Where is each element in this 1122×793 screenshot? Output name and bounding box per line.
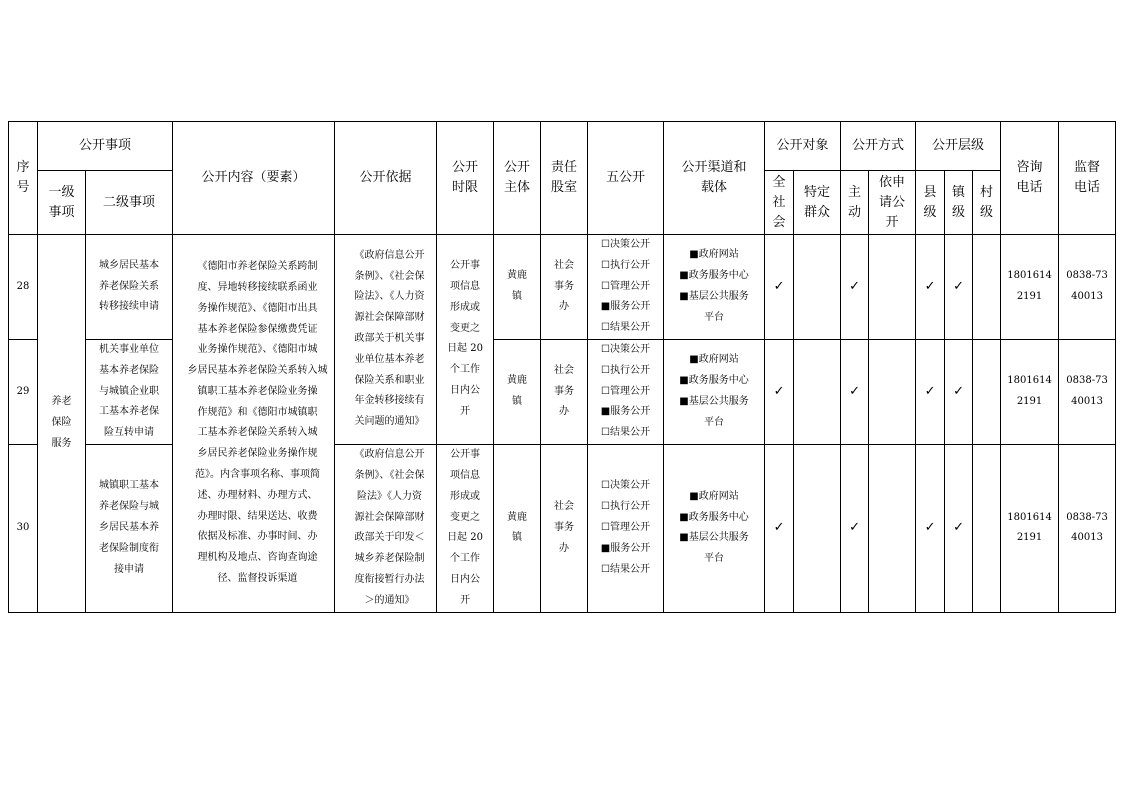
- row-method-active: ✓: [841, 444, 869, 612]
- header-office: 责任 股室: [541, 122, 588, 235]
- header-content: 公开内容（要素）: [173, 122, 335, 235]
- header-items: 公开事项: [38, 122, 173, 171]
- row-seq: 30: [9, 444, 38, 612]
- row-level2: 机关事业单位 基本养老保险 与城镇企业职 工基本养老保 险互转申请: [86, 339, 173, 444]
- row-county: ✓: [916, 444, 945, 612]
- row-consult: 1801614 2191: [1001, 339, 1059, 444]
- row-seq: 29: [9, 339, 38, 444]
- row-supervise: 0838-73 40013: [1059, 339, 1116, 444]
- row-county: ✓: [916, 235, 945, 340]
- header-level1: 一级 事项: [38, 171, 86, 235]
- row-method-active: ✓: [841, 235, 869, 340]
- header-consult: 咨询 电话: [1001, 122, 1059, 235]
- header-village: 村 级: [973, 171, 1001, 235]
- row-village: [973, 444, 1001, 612]
- row-office: 社会 事务 办: [541, 235, 588, 340]
- header-subject: 公开 主体: [494, 122, 541, 235]
- row-basis: 《政府信息公开 条例》、《社会保 险法》《人力资 源社会保障部财 政部关于印发＜ 城乡养老保险制 度衔接暂行办法 ＞的通知》: [335, 444, 437, 612]
- row-level2: 城乡居民基本 养老保险关系 转移接续申请: [86, 235, 173, 340]
- row-office: 社会 事务 办: [541, 339, 588, 444]
- row-target-all: ✓: [765, 444, 794, 612]
- row-channel: ■政府网站 ■政务服务中心 ■基层公共服务 平台: [664, 444, 765, 612]
- row-subject: 黄鹿 镇: [494, 339, 541, 444]
- row-subject: 黄鹿 镇: [494, 235, 541, 340]
- header-county: 县 级: [916, 171, 945, 235]
- row-target-all: ✓: [765, 235, 794, 340]
- header-supervise: 监督 电话: [1059, 122, 1116, 235]
- header-basis: 公开依据: [335, 122, 437, 235]
- row-method-apply: [869, 235, 916, 340]
- header-method-apply: 依申 请公 开: [869, 171, 916, 235]
- header-row-1: [9, 122, 1116, 171]
- row-method-apply: [869, 339, 916, 444]
- header-time: 公开 时限: [437, 122, 494, 235]
- row-town: ✓: [945, 444, 973, 612]
- row-channel: ■政府网站 ■政务服务中心 ■基层公共服务 平台: [664, 235, 765, 340]
- row-town: ✓: [945, 235, 973, 340]
- row-target-special: [794, 339, 841, 444]
- header-target: 公开对象: [765, 122, 841, 171]
- row-five: ☐决策公开 ☐执行公开 ☐管理公开 ■服务公开 ☐结果公开: [588, 339, 664, 444]
- row-subject: 黄鹿 镇: [494, 444, 541, 612]
- header-level2: 二级事项: [86, 171, 173, 235]
- row-time: 公开事 项信息 形成或 变更之 日起 20 个工作 日内公 开: [437, 444, 494, 612]
- header-seq: 序 号: [9, 122, 38, 235]
- header-channel: 公开渠道和 载体: [664, 122, 765, 235]
- header-method: 公开方式: [841, 122, 916, 171]
- header-target-all: 全 社 会: [765, 171, 794, 235]
- row-target-special: [794, 235, 841, 340]
- level1-item: 养老 保险 服务: [38, 235, 86, 613]
- row-five: ☐决策公开 ☐执行公开 ☐管理公开 ■服务公开 ☐结果公开: [588, 444, 664, 612]
- content-text: 《德阳市养老保险关系跨制 度、异地转移接续联系函业 务操作规范》、《德阳市出具 基本养老保险参保缴费凭证 业务操作规范》、《德阳市城 乡居民基本养老保险关系转入城 镇职工基本养老保险业务操 作规范》和《德阳市城镇职 工基本养老保险关系转入城 乡居民养老保险业务操作规 范》。内含事项名称、事项简 述、办理材料、办理方式、 办理时限、结果送达、收费 依据及标准、办事时间、办 理机构及地点、咨询查询途 径、监督投诉渠道: [173, 235, 335, 613]
- basis-text: 《政府信息公开 条例》、《社会保 险法》、《人力资 源社会保障部财 政部关于机关事 业单位基本养老 保险关系和职业 年金转移接续有 关问题的通知》: [335, 235, 437, 445]
- row-village: [973, 235, 1001, 340]
- row-channel: ■政府网站 ■政务服务中心 ■基层公共服务 平台: [664, 339, 765, 444]
- header-target-special: 特定 群众: [794, 171, 841, 235]
- row-target-all: ✓: [765, 339, 794, 444]
- header-level: 公开层级: [916, 122, 1001, 171]
- row-village: [973, 339, 1001, 444]
- disclosure-table: [8, 121, 1116, 613]
- header-five: 五公开: [588, 122, 664, 235]
- row-seq: 28: [9, 235, 38, 340]
- row-consult: 1801614 2191: [1001, 444, 1059, 612]
- row-supervise: 0838-73 40013: [1059, 444, 1116, 612]
- header-town: 镇 级: [945, 171, 973, 235]
- row-consult: 1801614 2191: [1001, 235, 1059, 340]
- row-method-apply: [869, 444, 916, 612]
- row-county: ✓: [916, 339, 945, 444]
- row-town: ✓: [945, 339, 973, 444]
- row-office: 社会 事务 办: [541, 444, 588, 612]
- row-five: ☐决策公开 ☐执行公开 ☐管理公开 ■服务公开 ☐结果公开: [588, 235, 664, 340]
- row-level2: 城镇职工基本 养老保险与城 乡居民基本养 老保险制度衔 接申请: [86, 444, 173, 612]
- header-method-active: 主 动: [841, 171, 869, 235]
- row-target-special: [794, 444, 841, 612]
- row-supervise: 0838-73 40013: [1059, 235, 1116, 340]
- row-method-active: ✓: [841, 339, 869, 444]
- time-text: 公开事 项信息 形成或 变更之 日起 20 个工作 日内公 开: [437, 235, 494, 445]
- table-row: [9, 235, 1116, 340]
